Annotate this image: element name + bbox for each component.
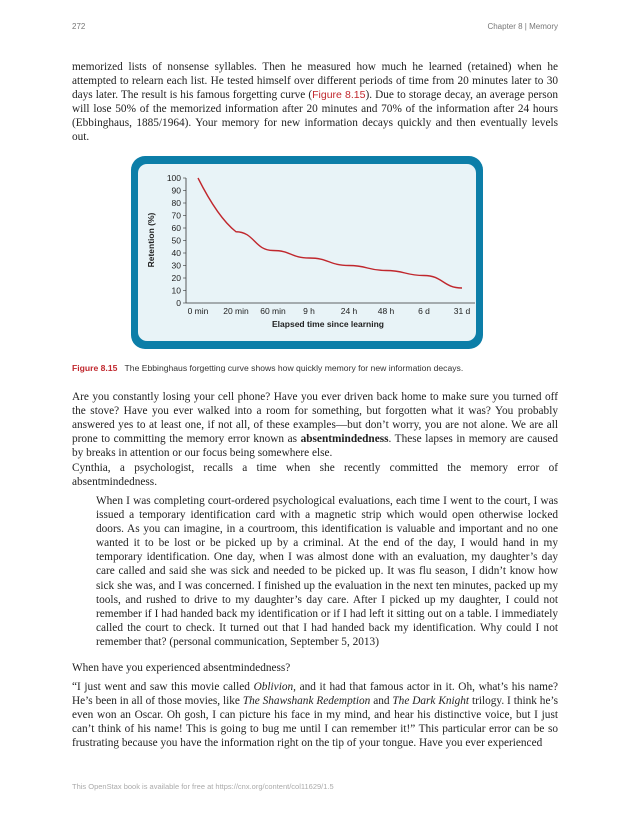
para1-text-a: memorized lists of nonsense syllables. Then he measured how much he learned (retained) when he attempted to relearn each list. He tested himself over different periods of time from 20 minutes later to 30 days later. The result is his famous forgetting curve ( bbox=[72, 61, 558, 101]
para1-text-b: ). Due to storage decay, an average person will lose 50% of the memorized information after 20 minutes and 70% of the information after 24 hours (Ebbinghaus, 1885/1964). Your memory for new information decays quickly and then eventually levels out. bbox=[72, 89, 558, 143]
para5-text-b: , and it had that famous actor in it. Oh, what’s his name? He’s been in all of those movies, like bbox=[72, 681, 558, 707]
figure-link[interactable]: Figure 8.15 bbox=[312, 89, 366, 101]
para2-text-b: . These lapses in memory are caused by breaks in attention or our focus being somewhere else. bbox=[72, 433, 558, 459]
y-axis-label: Retention (%) bbox=[146, 212, 156, 268]
caption-text: The Ebbinghaus forgetting curve shows how quickly memory for new information decays. bbox=[124, 363, 464, 373]
para2-text-a: Are you constantly losing your cell phone? Have you ever driven back home to make sure you turned off the stove? Have you ever walked into a room for something, but forgotten what it was? You probably answered yes to at least one, if not all, of these examples—but don’t worry, you are not alone. We are all prone to committing the memory error known as bbox=[72, 391, 558, 445]
y-tick-label: 90 bbox=[171, 185, 181, 196]
paragraph-cynthia: Cynthia, a psychologist, recalls a time when she recently committed the memory error of absentmindedness. bbox=[72, 462, 558, 488]
x-axis-label: Elapsed time since learning bbox=[272, 319, 384, 329]
page-footer: This OpenStax book is available for free at https://cnx.org/content/col11629/1.5 bbox=[72, 782, 334, 791]
x-tick-label: 31 d bbox=[453, 306, 471, 316]
x-tick-label: 20 min bbox=[223, 306, 249, 316]
page-number: 272 bbox=[72, 22, 86, 31]
x-tick-label: 48 h bbox=[377, 306, 395, 316]
movie-title: The Shawshank Redemption bbox=[242, 695, 371, 707]
y-tick-label: 80 bbox=[171, 198, 181, 208]
paragraph-tip-of-tongue bbox=[72, 680, 558, 750]
key-term: absentmindedness bbox=[300, 433, 389, 445]
x-tick-label: 24 h bbox=[340, 306, 358, 316]
block-quote: When I was completing court-ordered psychological evaluations, each time I went to the court, I was issued a temporary identification card with a magnetic strip which would open otherwise locked doors. As you can imagine, in a courtroom, this identification is valuable and important and no one wanted it to be lost or be picked up by a criminal. At the end of the day, I would hand in my temporary identification. One day, when I was almost done with an evaluation, my daughter’s day care called and said she was sick and needed to be picked up. It was flu season, I didn’t know how sick she was, and I was concerned. I finished up the evaluation in the next ten minutes, packed up my tools, and rushed to drive to my daughter’s day care. After I picked up my daughter, I could not remember if I had handed back my identification or if I had left it sitting out on a table. I immediately called the court to check. It turned out that I had handed back my identification. Why could I not remember that? (personal communication, September 5, 2013) bbox=[96, 495, 558, 648]
y-tick-label: 40 bbox=[171, 248, 181, 258]
y-tick-label: 60 bbox=[171, 223, 181, 233]
y-tick-label: 70 bbox=[171, 210, 181, 221]
para5-text-a: “I just went and saw this movie called bbox=[72, 681, 254, 693]
movie-title: The Dark Knight bbox=[392, 695, 470, 707]
para5-text-d: trilogy. I think he’s even won an Oscar. Oh gosh, I can picture his face in my mind, and hear his distinctive voice, but I just can’t think of his name! This is going to bug me until I can remember it!” This particular error can be so frustrating because you have the information right on the tip of your tongue. Have you ever experienced bbox=[72, 695, 558, 749]
y-tick-label: 0 bbox=[176, 298, 181, 308]
forgetting-curve-chart bbox=[138, 164, 476, 341]
chapter-header: Chapter 8 | Memory bbox=[487, 22, 558, 31]
x-tick-label: 0 min bbox=[187, 306, 209, 316]
movie-title: Oblivion bbox=[253, 681, 294, 693]
y-tick-label: 50 bbox=[171, 235, 181, 246]
y-tick-label: 30 bbox=[171, 260, 181, 271]
x-tick-label: 60 min bbox=[260, 306, 286, 316]
retention-curve-line bbox=[198, 178, 462, 288]
caption-label: Figure 8.15 bbox=[72, 363, 118, 373]
paragraph-forgetting-curve bbox=[72, 60, 558, 144]
y-tick-label: 10 bbox=[171, 285, 181, 296]
paragraph-absentmindedness bbox=[72, 390, 558, 460]
y-tick-label: 100 bbox=[166, 173, 181, 183]
x-tick-label: 6 d bbox=[418, 306, 430, 316]
para5-text-c: and bbox=[370, 695, 393, 707]
paragraph-question: When have you experienced absentmindedness? bbox=[72, 662, 291, 674]
x-tick-label: 9 h bbox=[303, 306, 315, 316]
y-tick-label: 20 bbox=[171, 273, 181, 283]
figure-caption bbox=[72, 363, 463, 373]
